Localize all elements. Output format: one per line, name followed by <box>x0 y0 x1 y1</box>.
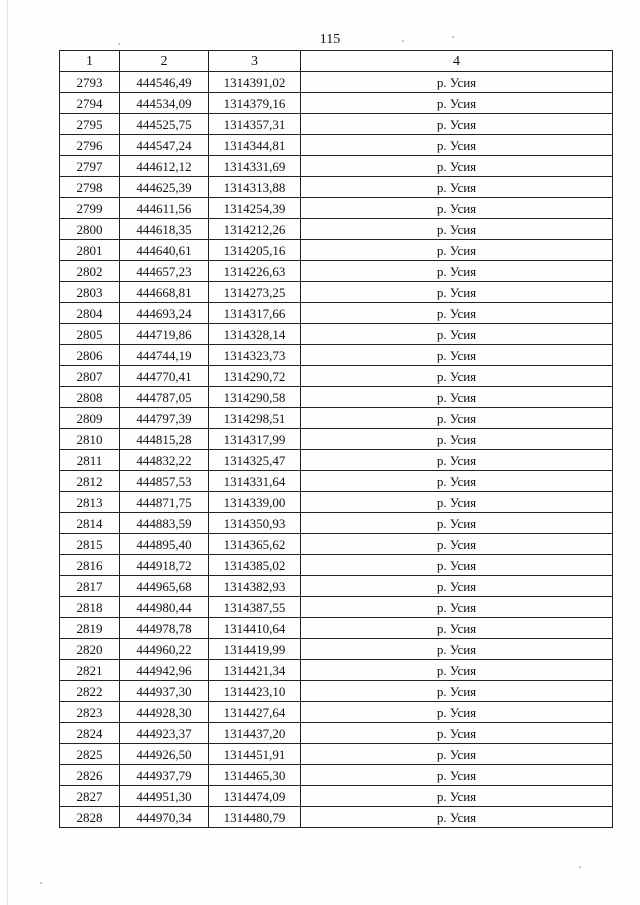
x-coordinate-cell: 444612,12 <box>120 156 209 177</box>
description-cell: р. Усия <box>301 786 613 807</box>
x-coordinate-cell: 444787,05 <box>120 387 209 408</box>
table-row <box>60 240 613 261</box>
table-row <box>60 135 613 156</box>
y-coordinate-cell: 1314273,25 <box>209 282 301 303</box>
point-number-cell: 2813 <box>60 492 120 513</box>
description-cell: р. Усия <box>301 198 613 219</box>
y-coordinate-cell: 1314379,16 <box>209 93 301 114</box>
y-coordinate-cell: 1314212,26 <box>209 219 301 240</box>
table-row <box>60 114 613 135</box>
y-coordinate-cell: 1314317,66 <box>209 303 301 324</box>
column-header-4: 4 <box>301 51 613 72</box>
description-cell: р. Усия <box>301 744 613 765</box>
point-number-cell: 2793 <box>60 72 120 93</box>
y-coordinate-cell: 1314339,00 <box>209 492 301 513</box>
description-cell: р. Усия <box>301 240 613 261</box>
x-coordinate-cell: 444970,34 <box>120 807 209 828</box>
table-row <box>60 618 613 639</box>
description-cell: р. Усия <box>301 324 613 345</box>
point-number-cell: 2803 <box>60 282 120 303</box>
y-coordinate-cell: 1314385,02 <box>209 555 301 576</box>
scan-speck <box>579 866 581 868</box>
point-number-cell: 2824 <box>60 723 120 744</box>
table-row <box>60 93 613 114</box>
x-coordinate-cell: 444923,37 <box>120 723 209 744</box>
y-coordinate-cell: 1314331,64 <box>209 471 301 492</box>
x-coordinate-cell: 444719,86 <box>120 324 209 345</box>
description-cell: р. Усия <box>301 282 613 303</box>
y-coordinate-cell: 1314350,93 <box>209 513 301 534</box>
description-cell: р. Усия <box>301 261 613 282</box>
description-cell: р. Усия <box>301 450 613 471</box>
y-coordinate-cell: 1314357,31 <box>209 114 301 135</box>
table-row <box>60 156 613 177</box>
table-row <box>60 429 613 450</box>
point-number-cell: 2801 <box>60 240 120 261</box>
x-coordinate-cell: 444965,68 <box>120 576 209 597</box>
point-number-cell: 2806 <box>60 345 120 366</box>
point-number-cell: 2828 <box>60 807 120 828</box>
table-row <box>60 681 613 702</box>
table-row <box>60 744 613 765</box>
description-cell: р. Усия <box>301 429 613 450</box>
page-number: 115 <box>319 32 341 47</box>
y-coordinate-cell: 1314290,72 <box>209 366 301 387</box>
description-cell: р. Усия <box>301 387 613 408</box>
description-cell: р. Усия <box>301 366 613 387</box>
table-row <box>60 366 613 387</box>
point-number-cell: 2815 <box>60 534 120 555</box>
x-coordinate-cell: 444815,28 <box>120 429 209 450</box>
point-number-cell: 2797 <box>60 156 120 177</box>
point-number-cell: 2805 <box>60 324 120 345</box>
x-coordinate-cell: 444980,44 <box>120 597 209 618</box>
x-coordinate-cell: 444942,96 <box>120 660 209 681</box>
table-row <box>60 198 613 219</box>
table-row <box>60 660 613 681</box>
y-coordinate-cell: 1314382,93 <box>209 576 301 597</box>
table-header-row <box>60 51 613 72</box>
table-row <box>60 597 613 618</box>
x-coordinate-cell: 444668,81 <box>120 282 209 303</box>
table-row <box>60 387 613 408</box>
x-coordinate-cell: 444640,61 <box>120 240 209 261</box>
table-row <box>60 639 613 660</box>
table-row <box>60 72 613 93</box>
x-coordinate-cell: 444832,22 <box>120 450 209 471</box>
point-number-cell: 2818 <box>60 597 120 618</box>
point-number-cell: 2821 <box>60 660 120 681</box>
coordinates-table <box>59 50 613 828</box>
y-coordinate-cell: 1314480,79 <box>209 807 301 828</box>
point-number-cell: 2798 <box>60 177 120 198</box>
x-coordinate-cell: 444951,30 <box>120 786 209 807</box>
description-cell: р. Усия <box>301 660 613 681</box>
description-cell: р. Усия <box>301 114 613 135</box>
description-cell: р. Усия <box>301 618 613 639</box>
x-coordinate-cell: 444895,40 <box>120 534 209 555</box>
point-number-cell: 2812 <box>60 471 120 492</box>
y-coordinate-cell: 1314410,64 <box>209 618 301 639</box>
y-coordinate-cell: 1314298,51 <box>209 408 301 429</box>
y-coordinate-cell: 1314254,39 <box>209 198 301 219</box>
x-coordinate-cell: 444871,75 <box>120 492 209 513</box>
point-number-cell: 2819 <box>60 618 120 639</box>
table-row <box>60 450 613 471</box>
point-number-cell: 2811 <box>60 450 120 471</box>
y-coordinate-cell: 1314323,73 <box>209 345 301 366</box>
table-row <box>60 576 613 597</box>
x-coordinate-cell: 444937,30 <box>120 681 209 702</box>
point-number-cell: 2796 <box>60 135 120 156</box>
scan-speck <box>402 40 404 42</box>
table-row <box>60 345 613 366</box>
y-coordinate-cell: 1314313,88 <box>209 177 301 198</box>
x-coordinate-cell: 444744,19 <box>120 345 209 366</box>
y-coordinate-cell: 1314437,20 <box>209 723 301 744</box>
x-coordinate-cell: 444978,78 <box>120 618 209 639</box>
table-row <box>60 702 613 723</box>
description-cell: р. Усия <box>301 408 613 429</box>
description-cell: р. Усия <box>301 681 613 702</box>
table-row <box>60 177 613 198</box>
point-number-cell: 2804 <box>60 303 120 324</box>
y-coordinate-cell: 1314419,99 <box>209 639 301 660</box>
y-coordinate-cell: 1314328,14 <box>209 324 301 345</box>
table-row <box>60 786 613 807</box>
x-coordinate-cell: 444611,56 <box>120 198 209 219</box>
y-coordinate-cell: 1314205,16 <box>209 240 301 261</box>
y-coordinate-cell: 1314317,99 <box>209 429 301 450</box>
x-coordinate-cell: 444960,22 <box>120 639 209 660</box>
description-cell: р. Усия <box>301 597 613 618</box>
description-cell: р. Усия <box>301 576 613 597</box>
point-number-cell: 2808 <box>60 387 120 408</box>
table-row <box>60 261 613 282</box>
description-cell: р. Усия <box>301 177 613 198</box>
description-cell: р. Усия <box>301 135 613 156</box>
description-cell: р. Усия <box>301 93 613 114</box>
x-coordinate-cell: 444883,59 <box>120 513 209 534</box>
table-row <box>60 471 613 492</box>
description-cell: р. Усия <box>301 303 613 324</box>
y-coordinate-cell: 1314465,30 <box>209 765 301 786</box>
table-row <box>60 408 613 429</box>
x-coordinate-cell: 444547,24 <box>120 135 209 156</box>
column-header-3: 3 <box>209 51 301 72</box>
table-row <box>60 324 613 345</box>
point-number-cell: 2809 <box>60 408 120 429</box>
x-coordinate-cell: 444693,24 <box>120 303 209 324</box>
description-cell: р. Усия <box>301 723 613 744</box>
point-number-cell: 2817 <box>60 576 120 597</box>
y-coordinate-cell: 1314427,64 <box>209 702 301 723</box>
x-coordinate-cell: 444525,75 <box>120 114 209 135</box>
point-number-cell: 2810 <box>60 429 120 450</box>
y-coordinate-cell: 1314331,69 <box>209 156 301 177</box>
table-body <box>60 72 613 828</box>
description-cell: р. Усия <box>301 765 613 786</box>
y-coordinate-cell: 1314423,10 <box>209 681 301 702</box>
x-coordinate-cell: 444937,79 <box>120 765 209 786</box>
y-coordinate-cell: 1314474,09 <box>209 786 301 807</box>
y-coordinate-cell: 1314226,63 <box>209 261 301 282</box>
y-coordinate-cell: 1314325,47 <box>209 450 301 471</box>
y-coordinate-cell: 1314421,34 <box>209 660 301 681</box>
table-row <box>60 282 613 303</box>
point-number-cell: 2826 <box>60 765 120 786</box>
description-cell: р. Усия <box>301 471 613 492</box>
point-number-cell: 2807 <box>60 366 120 387</box>
y-coordinate-cell: 1314391,02 <box>209 72 301 93</box>
column-header-2: 2 <box>120 51 209 72</box>
point-number-cell: 2814 <box>60 513 120 534</box>
scan-speck <box>40 882 42 884</box>
point-number-cell: 2794 <box>60 93 120 114</box>
table-row <box>60 765 613 786</box>
x-coordinate-cell: 444926,50 <box>120 744 209 765</box>
table-row <box>60 555 613 576</box>
y-coordinate-cell: 1314344,81 <box>209 135 301 156</box>
y-coordinate-cell: 1314290,58 <box>209 387 301 408</box>
table-row <box>60 303 613 324</box>
description-cell: р. Усия <box>301 807 613 828</box>
table-row <box>60 534 613 555</box>
y-coordinate-cell: 1314451,91 <box>209 744 301 765</box>
table-row <box>60 513 613 534</box>
point-number-cell: 2802 <box>60 261 120 282</box>
x-coordinate-cell: 444857,53 <box>120 471 209 492</box>
scan-speck <box>118 43 120 45</box>
point-number-cell: 2820 <box>60 639 120 660</box>
table-row <box>60 492 613 513</box>
point-number-cell: 2825 <box>60 744 120 765</box>
scan-speck <box>452 36 454 38</box>
x-coordinate-cell: 444546,49 <box>120 72 209 93</box>
x-coordinate-cell: 444797,39 <box>120 408 209 429</box>
point-number-cell: 2799 <box>60 198 120 219</box>
description-cell: р. Усия <box>301 72 613 93</box>
x-coordinate-cell: 444928,30 <box>120 702 209 723</box>
x-coordinate-cell: 444770,41 <box>120 366 209 387</box>
scan-edge-line <box>7 0 8 905</box>
point-number-cell: 2823 <box>60 702 120 723</box>
y-coordinate-cell: 1314365,62 <box>209 534 301 555</box>
x-coordinate-cell: 444657,23 <box>120 261 209 282</box>
x-coordinate-cell: 444625,39 <box>120 177 209 198</box>
description-cell: р. Усия <box>301 534 613 555</box>
table-row <box>60 723 613 744</box>
description-cell: р. Усия <box>301 555 613 576</box>
description-cell: р. Усия <box>301 156 613 177</box>
table-row <box>60 219 613 240</box>
table-row <box>60 807 613 828</box>
description-cell: р. Усия <box>301 492 613 513</box>
description-cell: р. Усия <box>301 639 613 660</box>
y-coordinate-cell: 1314387,55 <box>209 597 301 618</box>
point-number-cell: 2800 <box>60 219 120 240</box>
point-number-cell: 2816 <box>60 555 120 576</box>
description-cell: р. Усия <box>301 345 613 366</box>
x-coordinate-cell: 444918,72 <box>120 555 209 576</box>
description-cell: р. Усия <box>301 702 613 723</box>
x-coordinate-cell: 444618,35 <box>120 219 209 240</box>
description-cell: р. Усия <box>301 219 613 240</box>
x-coordinate-cell: 444534,09 <box>120 93 209 114</box>
description-cell: р. Усия <box>301 513 613 534</box>
point-number-cell: 2822 <box>60 681 120 702</box>
point-number-cell: 2827 <box>60 786 120 807</box>
point-number-cell: 2795 <box>60 114 120 135</box>
column-header-1: 1 <box>60 51 120 72</box>
